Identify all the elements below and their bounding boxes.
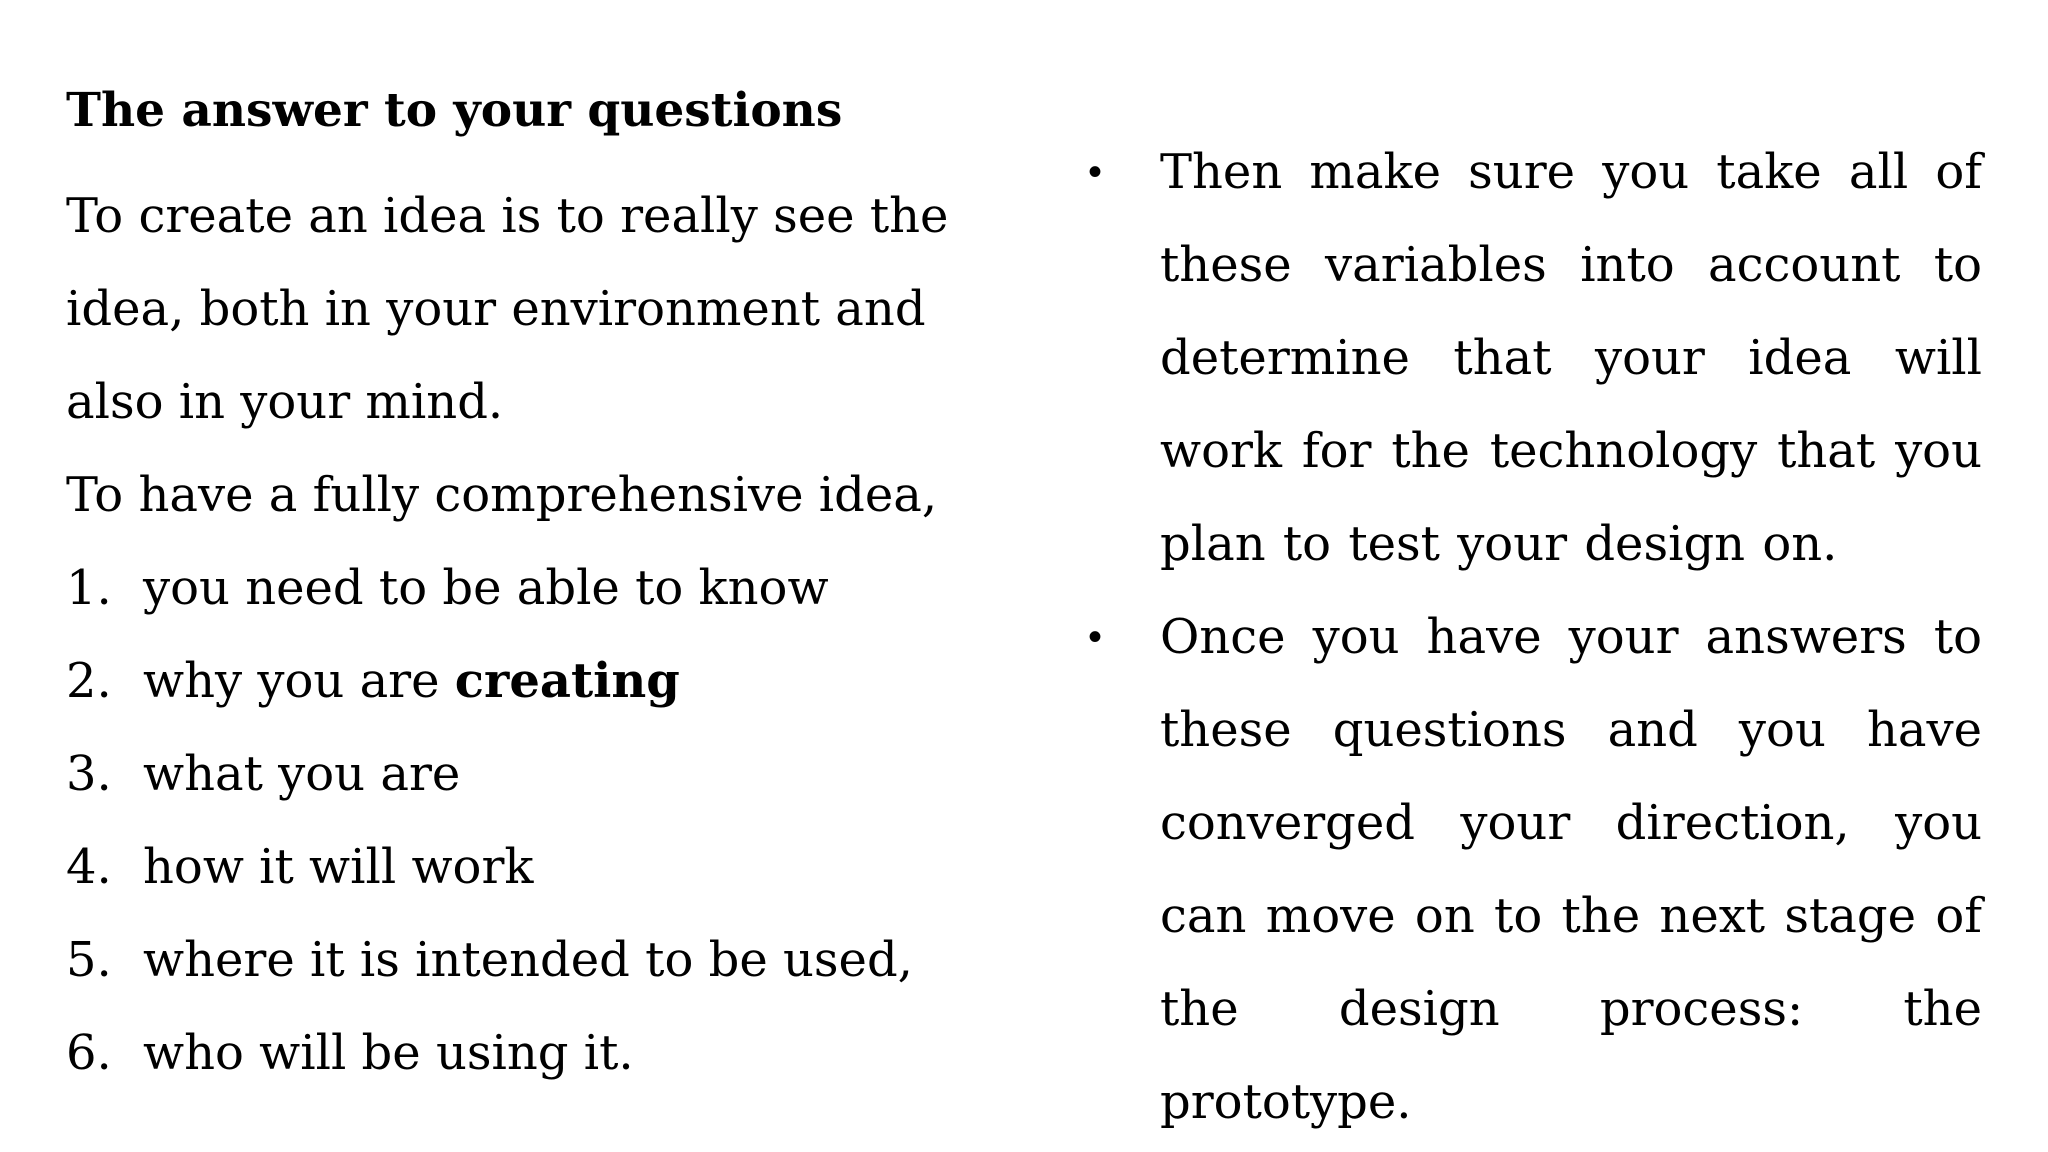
list-item bbox=[66, 542, 1006, 635]
lead-sentence: To have a fully comprehensive idea, bbox=[66, 467, 938, 523]
emphasis-word: creating bbox=[454, 653, 680, 709]
list-item bbox=[66, 635, 1006, 728]
bullet-text: Then make sure you take all of these variables into account to determine that your idea will work for the technology that you plan to test your design on. bbox=[1160, 144, 1982, 572]
section-heading: The answer to your questions bbox=[66, 83, 843, 138]
list-item-number: 5. bbox=[66, 932, 112, 988]
bullet-icon: • bbox=[1088, 615, 1103, 659]
list-item-text: how it will work bbox=[143, 839, 534, 895]
list-item bbox=[66, 914, 1006, 1007]
list-item-number: 4. bbox=[66, 839, 112, 895]
bullet-icon: • bbox=[1088, 150, 1103, 194]
list-item-text: where it is intended to be used, bbox=[143, 932, 913, 988]
list-item-number: 3. bbox=[66, 746, 112, 802]
list-item-number: 2. bbox=[66, 653, 112, 709]
bullet-item bbox=[1088, 126, 1982, 591]
list-item-text: you need to be able to know bbox=[143, 560, 829, 616]
list-item bbox=[66, 728, 1006, 821]
list-item bbox=[66, 821, 1006, 914]
intro-line-2: idea, both in your environment and bbox=[66, 281, 926, 337]
numbered-list bbox=[66, 542, 1006, 1100]
left-column bbox=[66, 76, 1006, 1100]
list-item-number: 1. bbox=[66, 560, 112, 616]
intro-line-1: To create an idea is to really see the bbox=[66, 188, 949, 244]
bullet-item bbox=[1088, 591, 1982, 1149]
list-item bbox=[66, 1007, 1006, 1100]
bullet-list bbox=[1088, 126, 1982, 1149]
intro-line-3: also in your mind. bbox=[66, 374, 504, 430]
list-item-text: what you are bbox=[143, 746, 461, 802]
right-column bbox=[1088, 126, 1982, 1149]
list-item-text: why you are creating bbox=[143, 653, 680, 709]
list-item-text: who will be using it. bbox=[143, 1025, 634, 1081]
bullet-text: Once you have your answers to these questions and you have converged your direction, you can move on to the next stage of the design process: the prototype. bbox=[1160, 609, 1982, 1130]
list-item-number: 6. bbox=[66, 1025, 112, 1081]
